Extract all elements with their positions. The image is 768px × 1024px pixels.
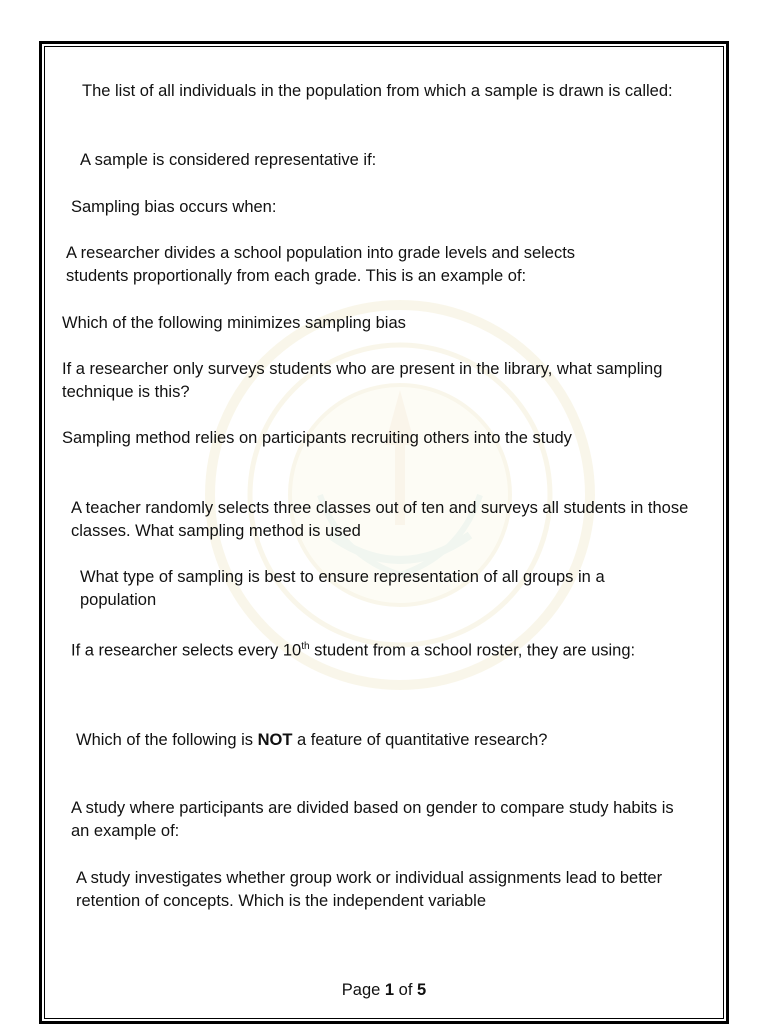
question-10	[71, 635, 671, 663]
page-number	[0, 979, 768, 1002]
question-6: If a researcher only surveys students who are present in the library, what sampling technique is this?	[62, 360, 663, 401]
question-5: Which of the following minimizes sampling bias	[62, 314, 406, 332]
question-3: Sampling bias occurs when:	[71, 198, 277, 216]
question-11-before: Which of the following is	[76, 731, 258, 749]
total-pages: 5	[417, 981, 427, 999]
page-of: of	[394, 981, 418, 999]
question-2: A sample is considered representative if:	[80, 151, 377, 169]
question-11-emphasis: NOT	[257, 731, 293, 749]
question-4: A researcher divides a school population into grade levels and selects students proportionally from each grade. This is an example of:	[66, 244, 576, 285]
question-8: A teacher randomly selects three classes out of ten and surveys all students in those classes. What sampling method is used	[71, 499, 689, 540]
question-11	[76, 729, 708, 752]
question-9: What type of sampling is best to ensure representation of all groups in a population	[80, 568, 605, 609]
question-10-sup: th	[301, 641, 310, 652]
page-label: Page	[341, 981, 385, 999]
question-13: A study investigates whether group work or individual assignments lead to better retention of concepts. Which is the independent variable	[76, 869, 663, 910]
question-7: Sampling method relies on participants recruiting others into the study	[62, 429, 572, 447]
question-1: The list of all individuals in the population from which a sample is drawn is called:	[82, 82, 673, 100]
question-11-after: a feature of quantitative research?	[292, 731, 548, 749]
current-page: 1	[384, 981, 395, 999]
question-10-before: If a researcher selects every 10	[71, 641, 302, 660]
question-12: A study where participants are divided based on gender to compare study habits is an example of:	[71, 799, 674, 840]
question-10-after: student from a school roster, they are using:	[309, 641, 636, 660]
